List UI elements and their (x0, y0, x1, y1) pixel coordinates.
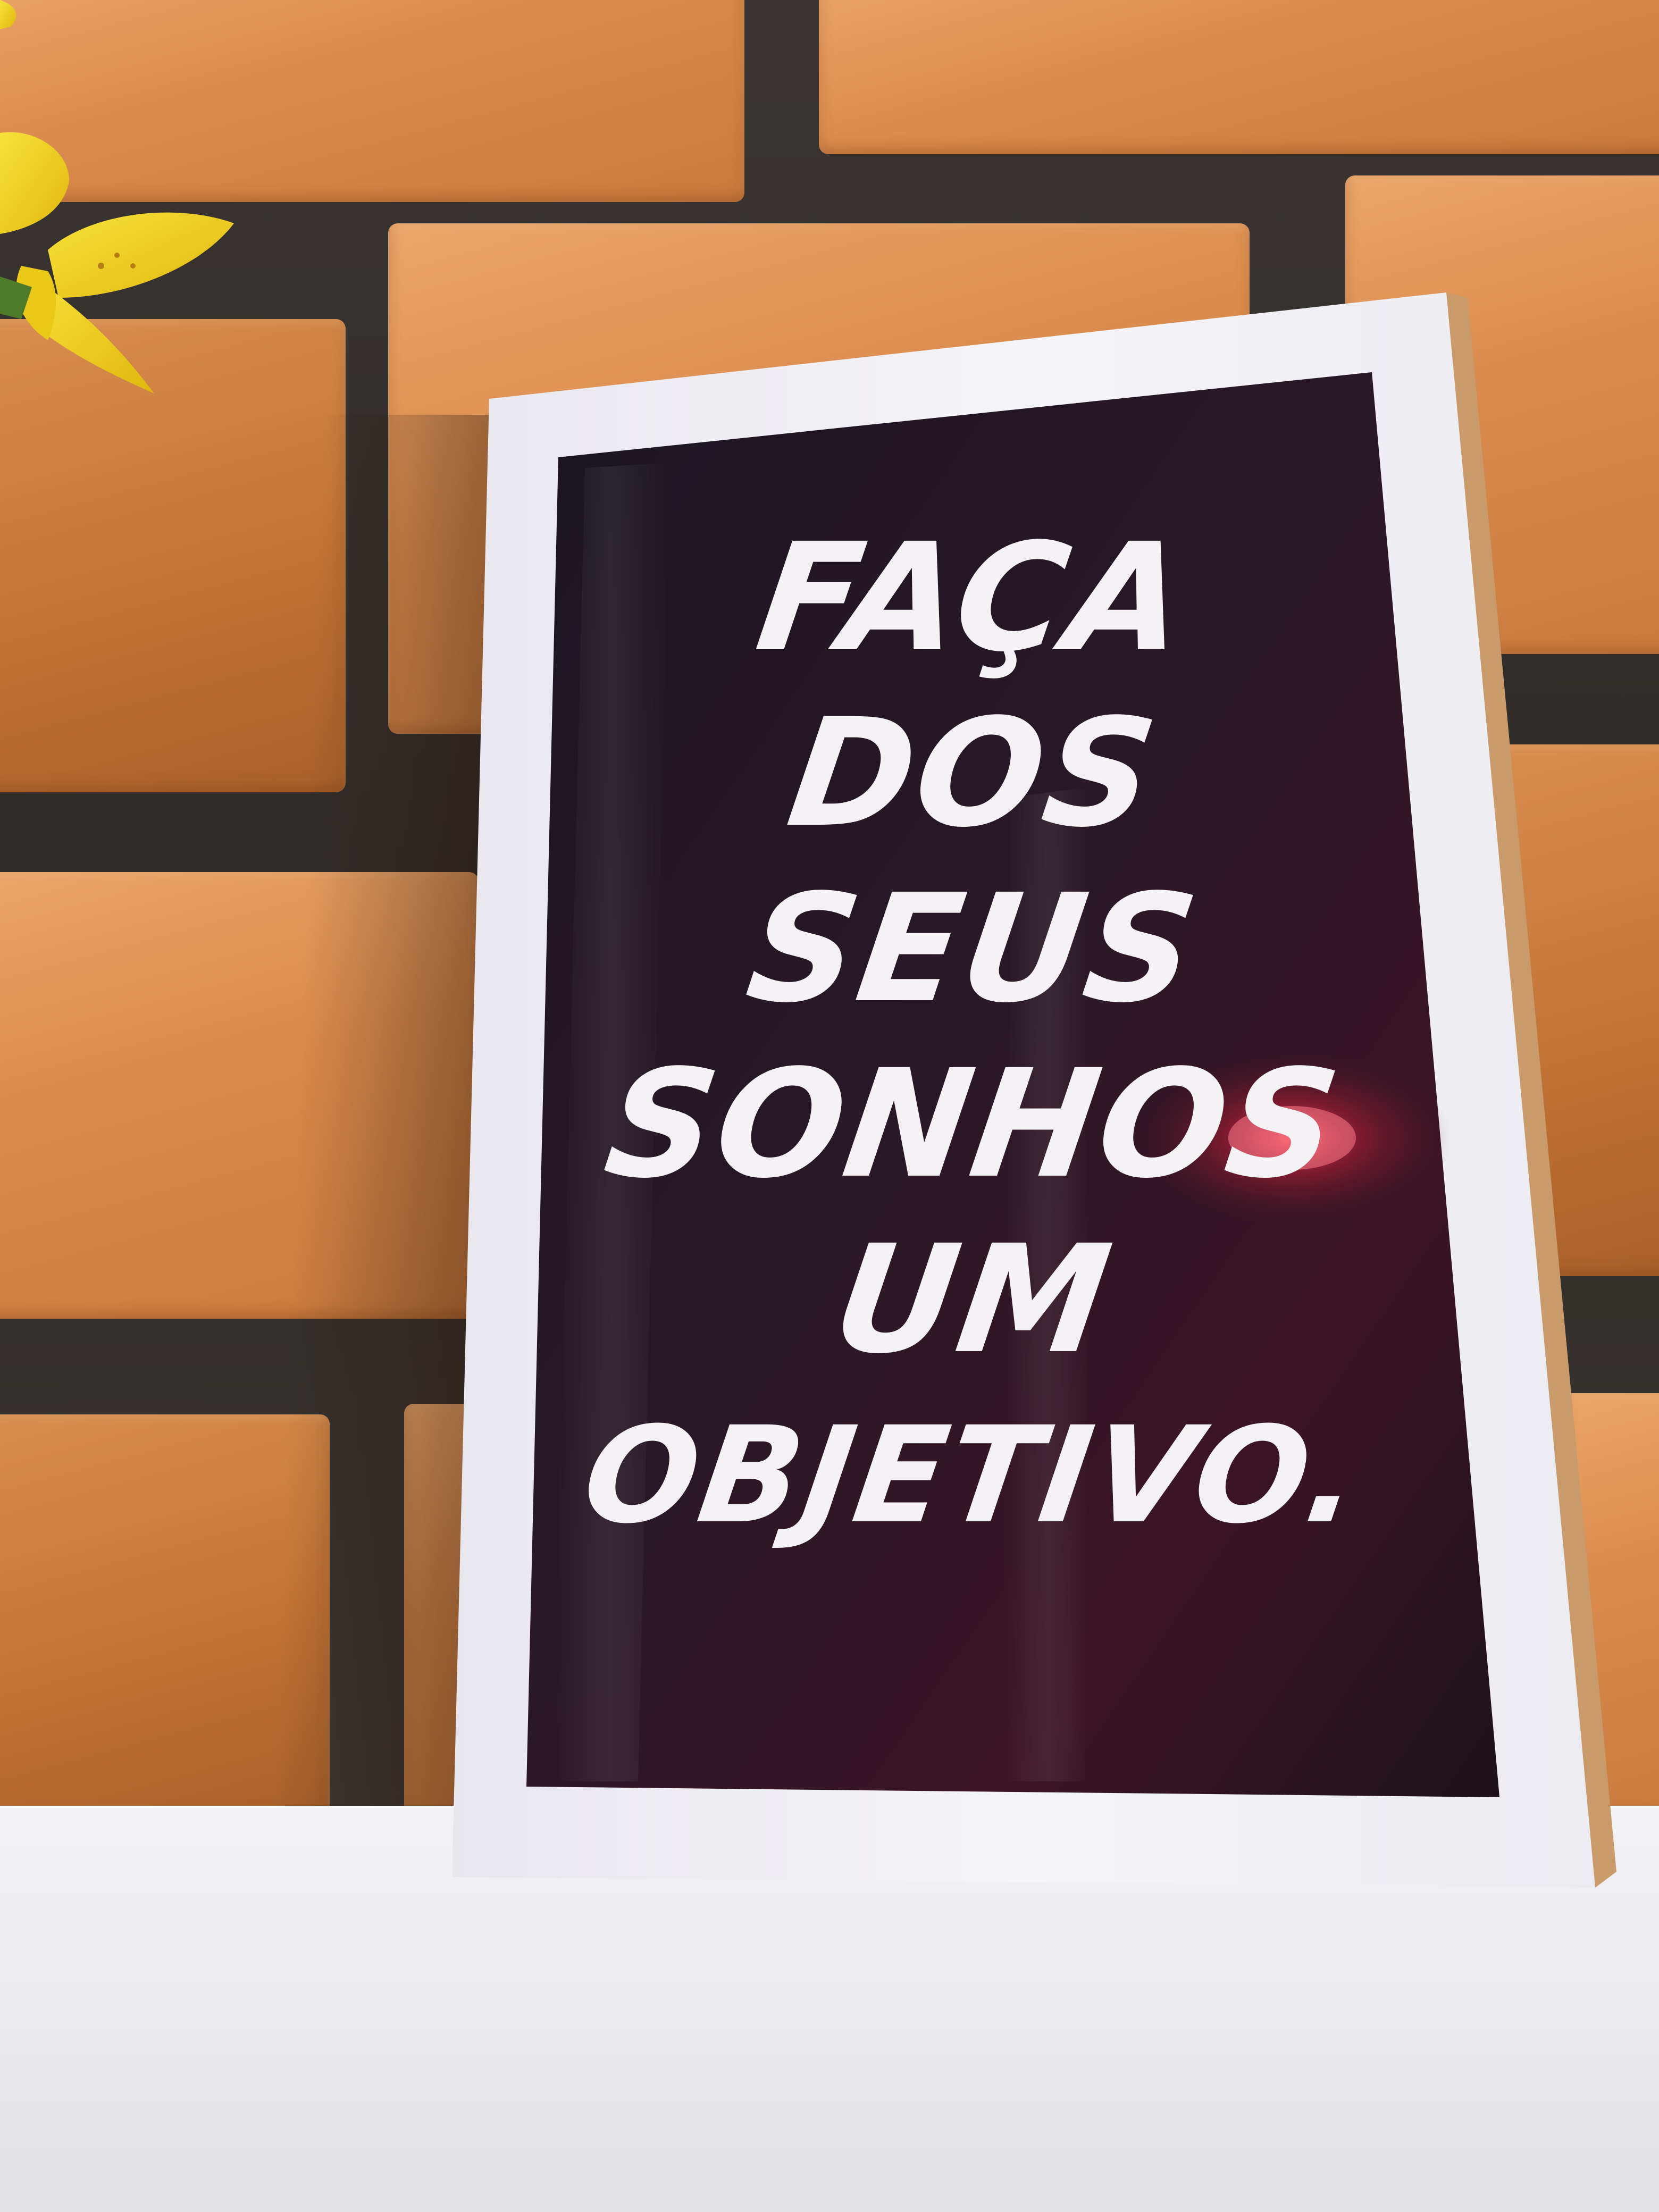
sign-line-1: FAÇA (748, 512, 1199, 685)
sign-line-2: DOS (779, 687, 1167, 860)
sign-text-block (574, 510, 1372, 1563)
sign-line-6: OBJETIVO. (574, 1398, 1372, 1553)
sign-line-3: SEUS (738, 862, 1208, 1036)
sign-line-5: UM (824, 1213, 1122, 1387)
sign-line-4: SONHOS (596, 1038, 1350, 1211)
